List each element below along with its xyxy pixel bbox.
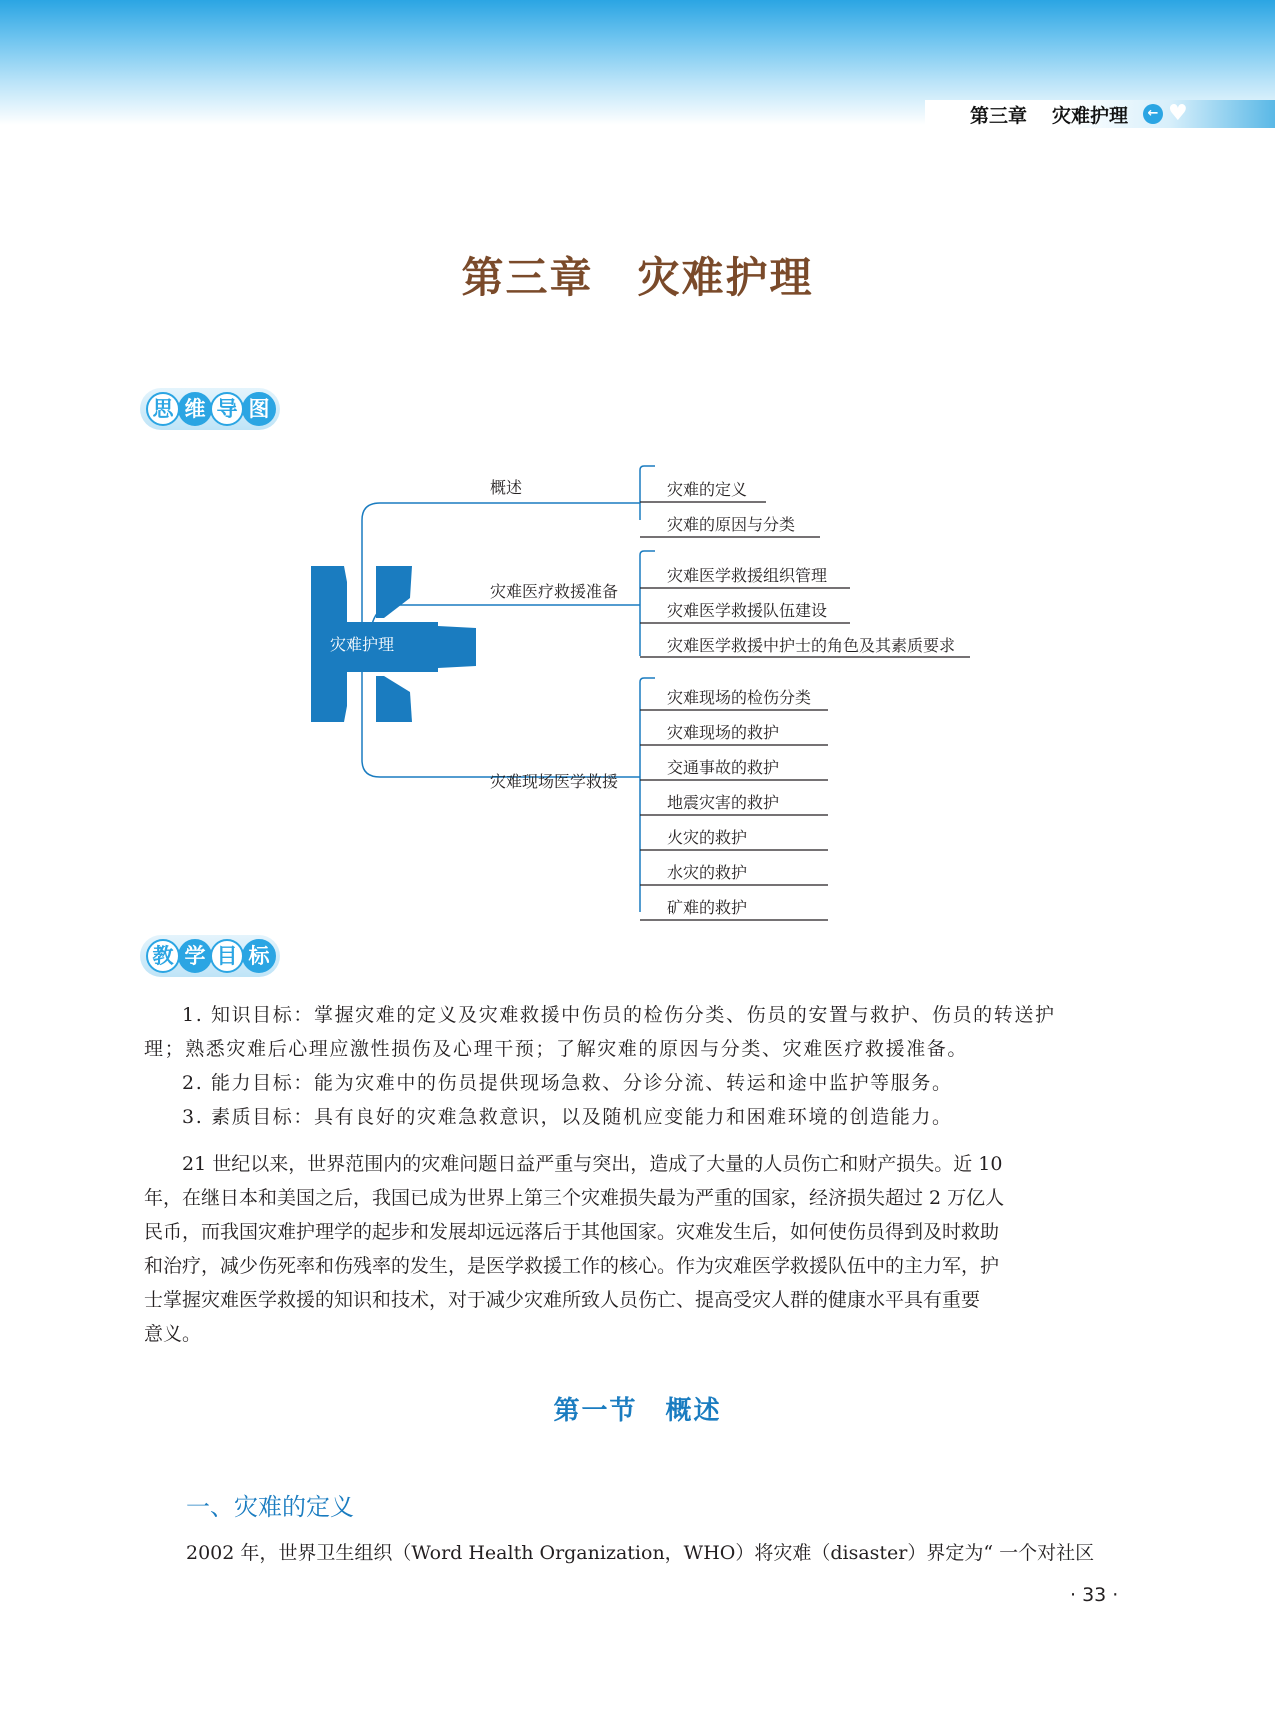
body-text-line: 2002 年，世界卫生组织（Word Health Organization，WHO）将灾难（disaster）界定为“ 一个对社区 — [186, 1542, 1095, 1564]
paragraph-line: 意义。 — [144, 1323, 202, 1345]
leaf-label: 交通事故的救护 — [667, 758, 780, 777]
badge-char: 学 — [178, 939, 212, 973]
intro-paragraph — [144, 1147, 1134, 1351]
running-head-title: 灾难护理 — [1052, 105, 1129, 127]
leaf-label: 灾难医学救援队伍建设 — [667, 601, 828, 620]
objective-line: 理；熟悉灾难后心理应激性损伤及心理干预；了解灾难的原因与分类、灾难医疗救援准备。 — [144, 1038, 969, 1060]
section-title: 第一节 概述 — [553, 1396, 722, 1426]
leaf-label: 水灾的救护 — [667, 863, 748, 882]
objectives-list — [144, 998, 1134, 1134]
badge-char: 教 — [146, 939, 180, 973]
leaf-label: 地震灾害的救护 — [667, 793, 780, 812]
leaf-label: 灾难医学救援中护士的角色及其素质要求 — [667, 636, 956, 655]
badge-char: 图 — [242, 392, 276, 426]
paragraph-line: 民币，而我国灾难护理学的起步和发展却远远落后于其他国家。灾难发生后，如何使伤员得到及时救助 — [144, 1221, 1000, 1243]
leaf-label: 灾难现场的救护 — [667, 723, 780, 742]
branch-label: 灾难医疗救援准备 — [490, 582, 619, 601]
arrow-left-circle-icon: ← — [1143, 104, 1163, 124]
bracket-overview — [640, 466, 655, 503]
mindmap-center-label: 灾难护理 — [330, 635, 395, 654]
objective-line: 2. 能力目标：能为灾难中的伤员提供现场急救、分诊分流、转运和途中监护等服务。 — [182, 1072, 953, 1094]
objective-line: 1. 知识目标：掌握灾难的定义及灾难救援中伤员的检伤分类、伤员的安置与救护、伤员的转送护 — [182, 1004, 1056, 1026]
badge-char: 思 — [146, 392, 180, 426]
subsection-title: 一、灾难的定义 — [186, 1493, 354, 1521]
paragraph-line: 21 世纪以来，世界范围内的灾难问题日益严重与突出，造成了大量的人员伤亡和财产损失。近 10 — [182, 1153, 1003, 1175]
badge-char: 导 — [210, 392, 244, 426]
objective-line: 3. 素质目标：具有良好的灾难急救意识，以及随机应变能力和困难环境的创造能力。 — [182, 1106, 953, 1128]
paragraph-line: 士掌握灾难医学救援的知识和技术，对于减少灾难所致人员伤亡、提高受灾人群的健康水平具有重要 — [144, 1289, 981, 1311]
running-head-chapter: 第三章 — [970, 105, 1028, 127]
badge-char: 目 — [210, 939, 244, 973]
objectives-badge — [140, 935, 280, 977]
leaf-label: 灾难医学救援组织管理 — [667, 566, 828, 585]
leaf-label: 灾难的原因与分类 — [667, 515, 796, 534]
leaf-label: 矿难的救护 — [667, 898, 748, 917]
paragraph-line: 和治疗，减少伤死率和伤残率的发生，是医学救援工作的核心。作为灾难医学救援队伍中的主力军，护 — [144, 1255, 1000, 1277]
leaf-label: 灾难现场的检伤分类 — [667, 688, 812, 707]
paragraph-line: 年，在继日本和美国之后，我国已成为世界上第三个灾难损失最为严重的国家，经济损失超过 2 万亿人 — [144, 1187, 1005, 1209]
badge-char: 维 — [178, 392, 212, 426]
leaf-label: 灾难的定义 — [667, 480, 748, 499]
page-number: · 33 · — [1070, 1584, 1119, 1606]
heart-icon: ♥ — [1168, 101, 1188, 126]
branch-label: 灾难现场医学救援 — [490, 772, 619, 791]
branch-label: 概述 — [490, 478, 523, 497]
bracket-scene — [640, 678, 655, 777]
badge-char: 标 — [242, 939, 276, 973]
leaf-label: 火灾的救护 — [667, 828, 748, 847]
bracket-prep — [640, 551, 655, 605]
chapter-title: 第三章 灾难护理 — [461, 253, 814, 302]
